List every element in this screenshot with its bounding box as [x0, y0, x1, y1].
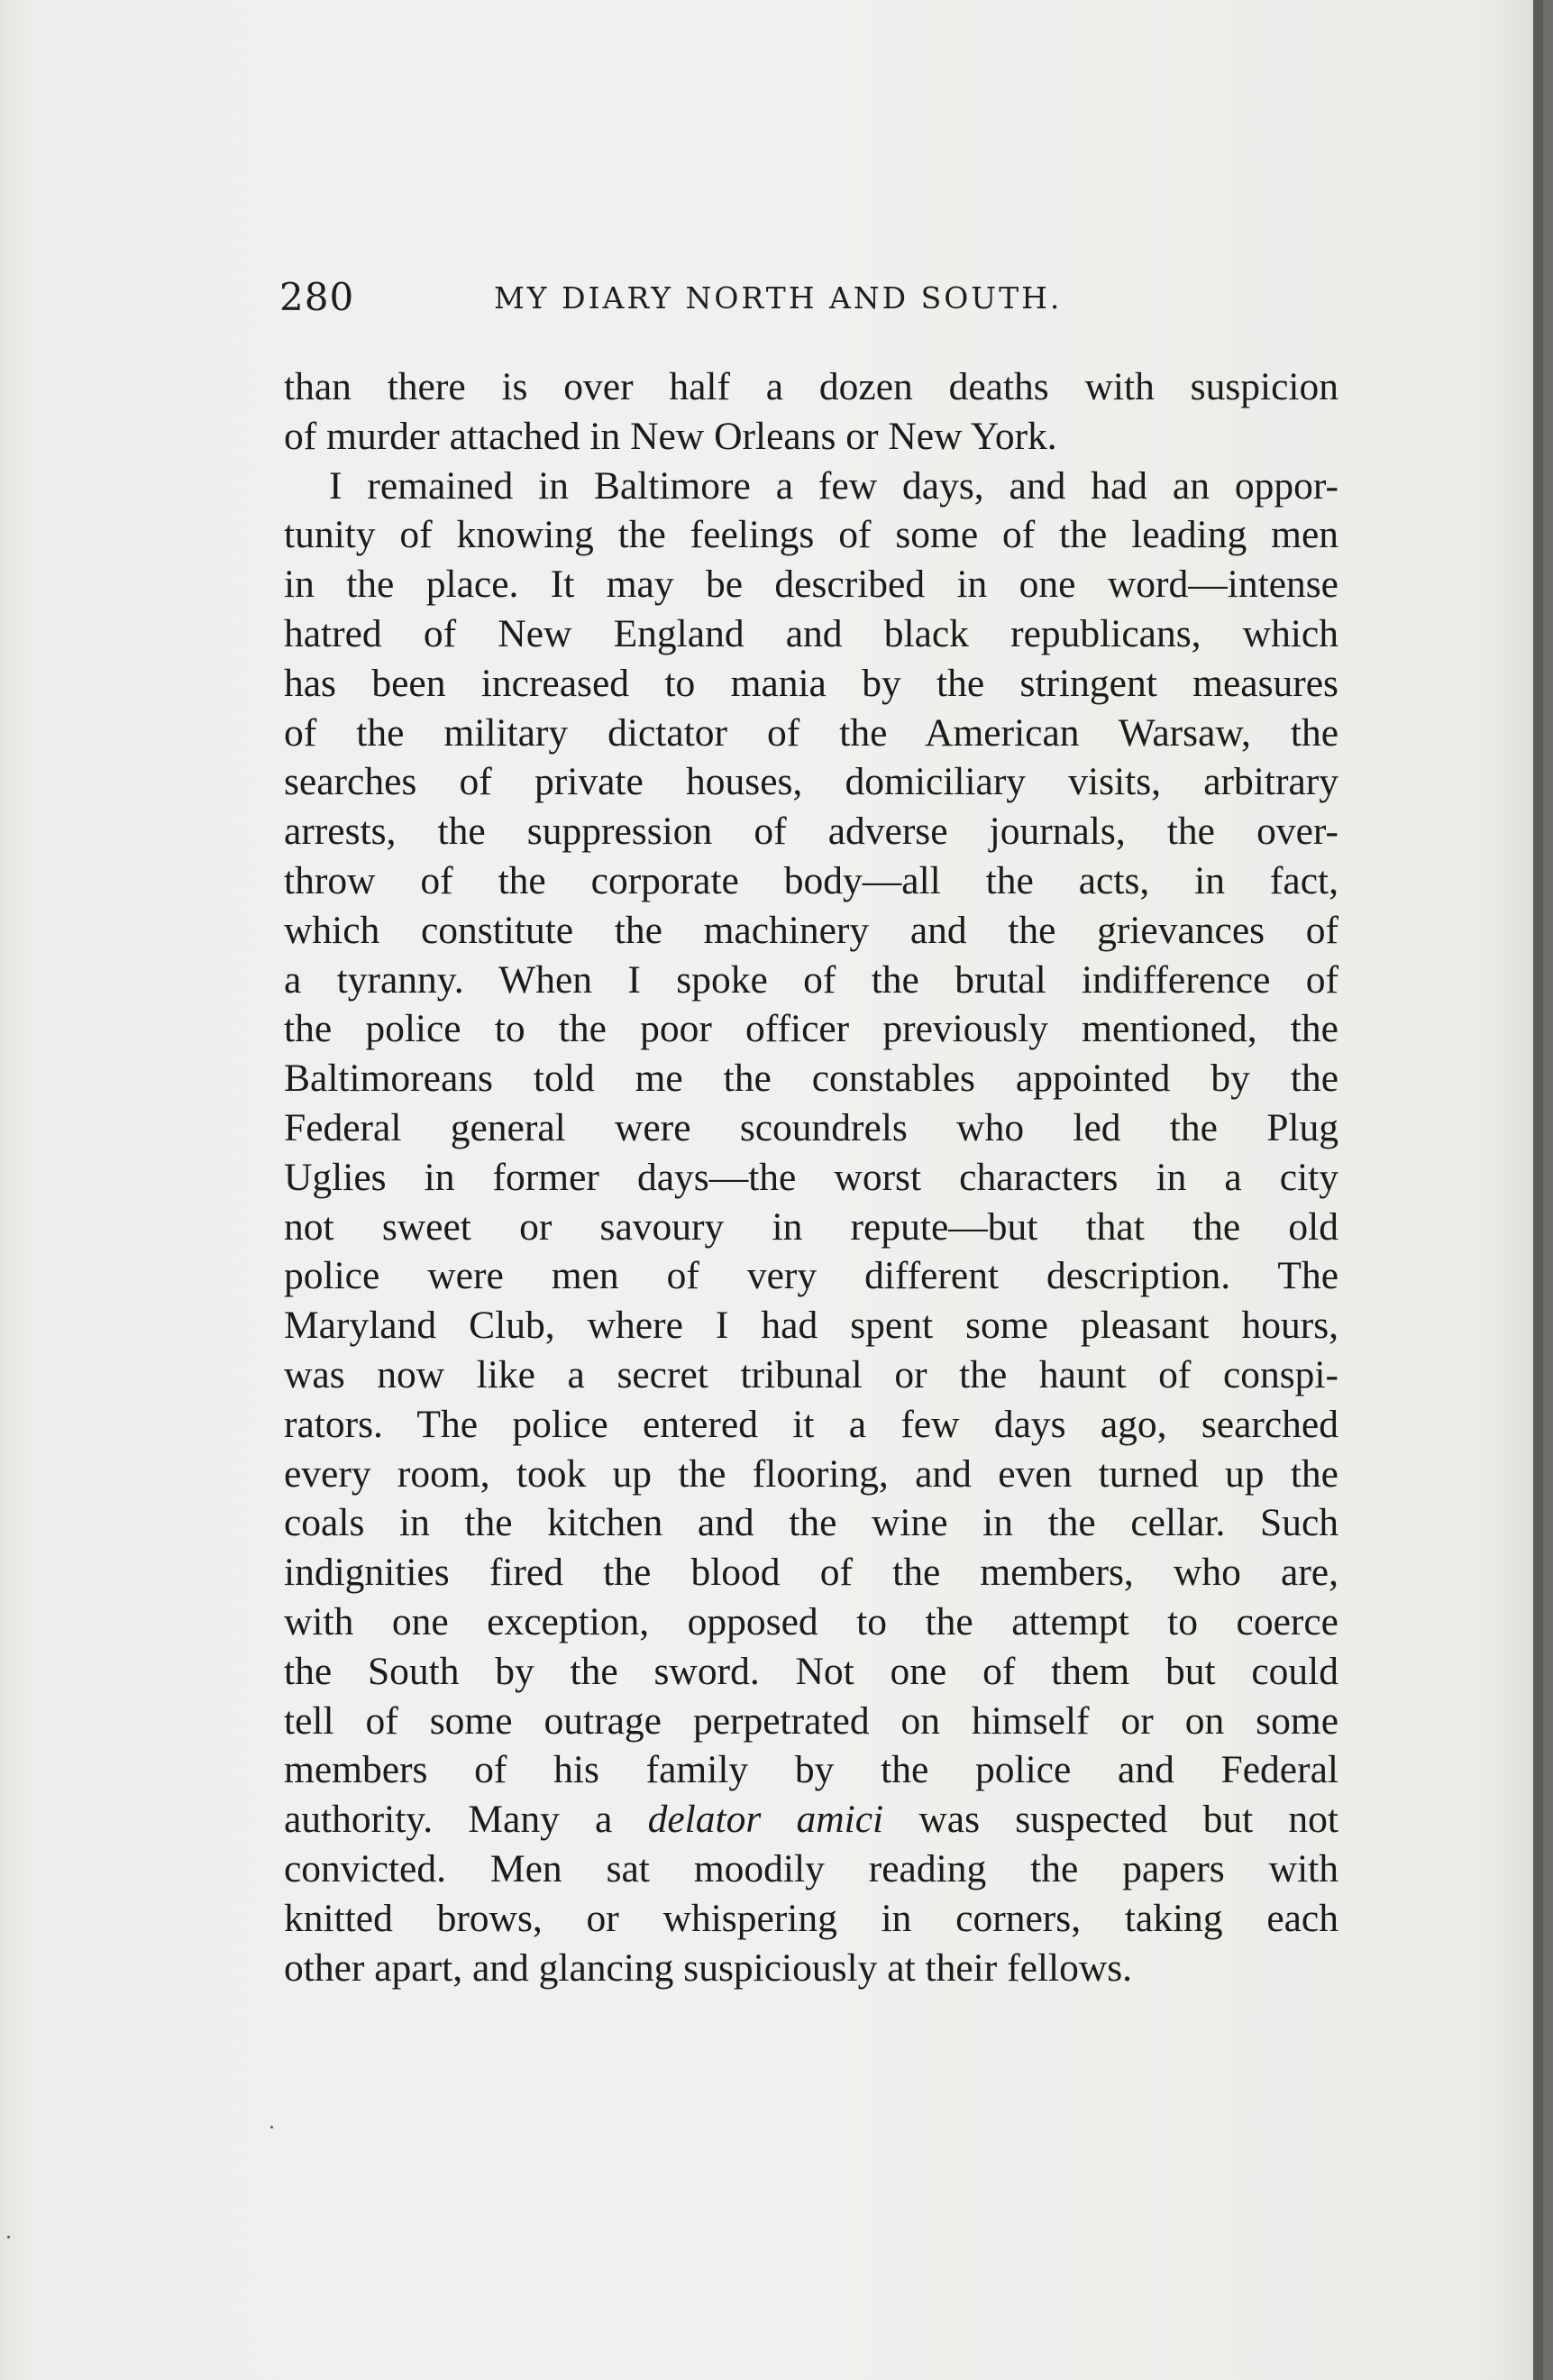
- text-line: indignities fired the blood of the members, who are,: [284, 1551, 1338, 1595]
- text-line: Federal general were scoundrels who led the Plug: [284, 1105, 1338, 1149]
- text-line: Baltimoreans told me the constables appointed by the: [284, 1057, 1338, 1101]
- text-line: a tyranny. When I spoke of the brutal indifference of: [284, 957, 1338, 1002]
- text-line: police were men of very different description. The: [284, 1254, 1338, 1298]
- text-line: I remained in Baltimore a few days, and had an oppor-: [329, 463, 1338, 508]
- text-line: tunity of knowing the feelings of some of the leading men: [284, 513, 1338, 557]
- text-line: in the place. It may be described in one word—intense: [284, 563, 1338, 607]
- paper-speck: [270, 2126, 273, 2128]
- text-line: members of his family by the police and Federal: [284, 1748, 1338, 1792]
- page-number: 280: [279, 275, 355, 319]
- text-line: with one exception, opposed to the attempt to coerce: [284, 1599, 1338, 1643]
- text-line: throw of the corporate body—all the acts, in fact,: [284, 858, 1338, 902]
- text-line: not sweet or savoury in repute—but that the old: [284, 1204, 1338, 1249]
- text-line: other apart, and glancing suspiciously at their fellows.: [284, 1945, 1133, 1990]
- text-line: Maryland Club, where I had spent some pleasant hours,: [284, 1304, 1338, 1348]
- scan-edge: [1533, 0, 1543, 2380]
- paper-speck: [7, 2236, 10, 2238]
- text-line: rators. The police entered it a few days ago, searched: [284, 1402, 1338, 1446]
- text-line: of murder attached in New Orleans or New York.: [284, 414, 1057, 458]
- text-line-with-italic: [284, 1795, 1338, 1844]
- text-line: arrests, the suppression of adverse journals, the over-: [284, 810, 1338, 854]
- text-line: searches of private houses, domiciliary visits, arbitrary: [284, 760, 1338, 804]
- text-line: coals in the kitchen and the wine in the cellar. Such: [284, 1501, 1338, 1545]
- paragraph-1: [284, 362, 1338, 462]
- italic-phrase: delator amici: [647, 1798, 884, 1842]
- running-title: MY DIARY NORTH AND SOUTH.: [494, 280, 1063, 316]
- text-run: authority. Many a: [284, 1798, 648, 1842]
- text-line: the police to the poor officer previously mentioned, the: [284, 1007, 1338, 1051]
- text-line: Uglies in former days—the worst characters in a city: [284, 1155, 1338, 1199]
- text-line: than there is over half a dozen deaths with suspicion: [284, 365, 1338, 408]
- text-line: which constitute the machinery and the grievances of: [284, 908, 1338, 952]
- text-line: knitted brows, or whispering in corners, taking each: [284, 1896, 1338, 1940]
- text-line: of the military dictator of the American Warsaw, the: [284, 710, 1338, 755]
- text-line: the South by the sword. Not one of them but could: [284, 1649, 1338, 1693]
- text-line: convicted. Men sat moodily reading the papers with: [284, 1846, 1338, 1890]
- text-line: every room, took up the flooring, and even turned up the: [284, 1451, 1338, 1496]
- text-line: was now like a secret tribunal or the haunt of conspi-: [284, 1352, 1338, 1396]
- body-text: [284, 362, 1338, 1992]
- paragraph-2: [284, 462, 1338, 1993]
- text-run: was suspected but not: [883, 1798, 1338, 1842]
- text-line: hatred of New England and black republicans, which: [284, 611, 1338, 655]
- page-header: [279, 275, 1343, 329]
- text-line: tell of some outrage perpetrated on himself or on some: [284, 1698, 1338, 1743]
- text-line: has been increased to mania by the stringent measures: [284, 661, 1338, 705]
